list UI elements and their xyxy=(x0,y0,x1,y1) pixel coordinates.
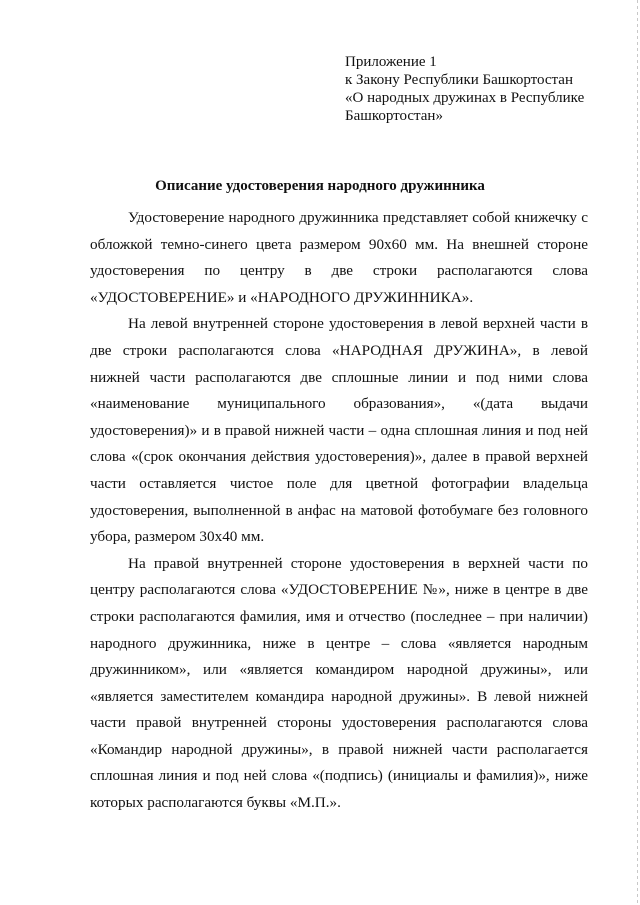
annex-header xyxy=(345,53,615,125)
document-title: Описание удостоверения народного дружинника xyxy=(155,178,485,194)
annex-line: к Закону Республики Башкортостан xyxy=(345,72,573,88)
paragraph-left-inner: На левой внутренней стороне удостоверения в левой верхней части в две строки располагаются слова «НАРОДНАЯ ДРУЖИНА», в левой нижней части располагаются две сплошные линии и под ними слова «наименование муниципального образования», «(дата выдачи удостоверения)» и в правой нижней части – одна сплошная линия и под ней слова «(срок окончания действия удостоверения)», далее в правой верхней части оставляется чистое поле для цветной фотографии владельца удостоверения, выполненной в анфас на матовой фотобумаге без головного убора, размером 30х40 мм. xyxy=(90,315,588,546)
paragraph-right-inner: На правой внутренней стороне удостоверения в верхней части по центру располагаются слова «УДОСТОВЕРЕНИЕ №», ниже в центре в две строки располагаются фамилия, имя и отчество (последнее – при наличии) народного дружинника, ниже в центре – слова «является народным дружинником», или «является командиром народной дружины», или «является заместителем командира народной дружины». В левой нижней части правой внутренней стороны удостоверения располагаются слова «Командир народной дружины», в правой нижней части располагается сплошная линия и под ней слова «(подпись) (инициалы и фамилия)», ниже которых располагаются буквы «М.П.». xyxy=(90,554,588,812)
document-body xyxy=(90,205,588,817)
scan-edge xyxy=(637,0,638,905)
paragraph-cover: Удостоверение народного дружинника представляет собой книжечку с обложкой темно-синего цвета размером 90х60 мм. На внешней стороне удостоверения по центру в две строки располагаются слова «УДОСТОВЕРЕНИЕ» и «НАРОДНОГО ДРУЖИННИКА». xyxy=(90,209,588,306)
annex-line: «О народных дружинах в Республике xyxy=(345,90,585,106)
annex-line: Башкортостан» xyxy=(345,108,443,124)
annex-line: Приложение 1 xyxy=(345,54,437,70)
